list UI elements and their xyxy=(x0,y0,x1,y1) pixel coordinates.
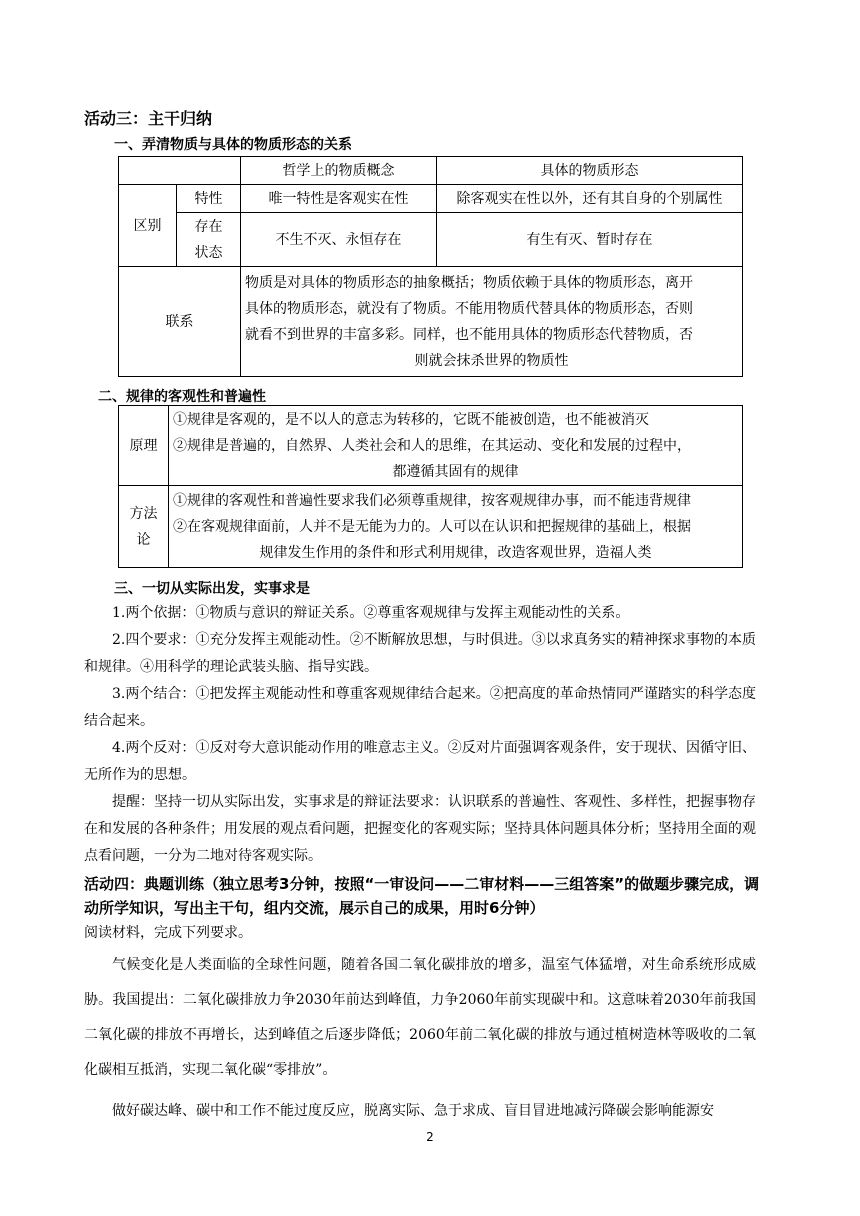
link-text xyxy=(241,267,743,377)
material-para-2: 做好碳达峰、碳中和工作不能过度反应，脱离实际、急于求成、盲目冒进地减污降碳会影响能源安 xyxy=(112,1103,714,1119)
col-philosophy: 哲学上的物质概念 xyxy=(241,157,437,185)
link-line4: 则就会抹杀世界的物质性 xyxy=(414,352,569,369)
matter-relation-table xyxy=(118,156,743,377)
link-line3: 就看不到世界的丰富多彩。同样，也不能用具体的物质形态代替物质，否 xyxy=(245,326,693,343)
activity4-prompt: 阅读材料，完成下列要求。 xyxy=(84,925,252,941)
col-concrete: 具体的物质形态 xyxy=(437,157,743,185)
sub-state-label xyxy=(177,213,241,267)
row-link-label: 联系 xyxy=(119,267,241,377)
material-para-1: 气候变化是人类面临的全球性问题，随着各国二氧化碳排放的增多，温室气体猛增，对生命系统形成威胁。我国提出：二氧化碳排放力争2030年前达到峰值，力争2060年前实现碳中和。这意味着2030年前我国二氧化碳的排放不再增长，达到峰值之后逐步降低；2060年前二氧化碳的排放与通过植树造林等吸收的二氧化碳相互抵消，实现二氧化碳“零排放”。 xyxy=(84,957,756,1078)
row-principle-label: 原理 xyxy=(119,406,169,486)
principle-text xyxy=(169,406,743,486)
method-label-line1: 方法 xyxy=(129,505,158,522)
page-number: 2 xyxy=(426,1130,434,1144)
section3-title: 三、一切从实际出发，实事求是 xyxy=(114,581,310,597)
item-3: 3.两个结合：①把发挥主观能动性和尊重客观规律结合起来。②把高度的革命热情同严谨踏实的科学态度结合起来。 xyxy=(84,686,756,729)
table-header-empty xyxy=(119,157,241,185)
item-1: 1.两个依据：①物质与意识的辩证关系。②尊重客观规律与发挥主观能动性的关系。 xyxy=(112,605,630,621)
activity4-material xyxy=(84,948,756,1129)
method-label-line2: 论 xyxy=(136,531,151,548)
state-concrete: 有生有灭、暂时存在 xyxy=(437,213,743,267)
method-line1: ①规律的客观性和普遍性要求我们必须尊重规律，按客观规律办事，而不能违背规律 xyxy=(173,492,691,509)
method-line3: 规律发生作用的条件和形式利用规律，改造客观世界，造福人类 xyxy=(259,544,652,561)
principle-line3: 都遵循其固有的规律 xyxy=(392,463,519,480)
row-diff-label: 区别 xyxy=(119,185,177,267)
sub-state-line1: 存在 xyxy=(194,218,223,235)
item-2: 2.四个要求：①充分发挥主观能动性。②不断解放思想，与时俱进。③以求真务实的精神探求事物的本质和规律。④用科学的理论武装头脑、指导实践。 xyxy=(84,632,756,675)
state-philosophy: 不生不灭、永恒存在 xyxy=(241,213,437,267)
link-line2: 具体的物质形态，就没有了物质。不能用物质代替具体的物质形态，否则 xyxy=(245,300,693,317)
principle-line2: ②规律是普遍的，自然界、人类社会和人的思维，在其运动、变化和发展的过程中， xyxy=(173,437,691,454)
method-line2: ②在客观规律面前，人并不是无能为力的。人可以在认识和把握规律的基础上，根据 xyxy=(173,518,691,535)
feature-concrete: 除客观实在性以外，还有其自身的个别属性 xyxy=(437,185,743,213)
link-line1: 物质是对具体的物质形态的抽象概括；物质依赖于具体的物质形态，离开 xyxy=(245,274,693,291)
feature-philosophy: 唯一特性是客观实在性 xyxy=(241,185,437,213)
section2-title: 二、规律的客观性和普遍性 xyxy=(98,389,266,405)
activity3-title: 活动三：主干归纳 xyxy=(84,109,213,128)
sub-state-line2: 状态 xyxy=(194,244,223,261)
sub-feature-label: 特性 xyxy=(177,185,241,213)
section1-title: 一、弄清物质与具体的物质形态的关系 xyxy=(114,137,352,153)
law-table xyxy=(118,405,743,568)
item-4: 4.两个反对：①反对夸大意识能动作用的唯意志主义。②反对片面强调客观条件，安于现状、因循守旧、无所作为的思想。 xyxy=(84,740,756,783)
row-method-label xyxy=(119,486,169,568)
section3-body xyxy=(84,600,756,870)
activity4-title: 活动四：典题训练（独立思考3分钟，按照“一审设问——二审材料——三组答案”的做题步骤完成，调动所学知识，写出主干句，组内交流，展示自己的成果，用时6分钟） xyxy=(84,875,760,917)
principle-line1: ①规律是客观的，是不以人的意志为转移的，它既不能被创造，也不能被消灭 xyxy=(173,411,649,428)
tip: 提醒：坚持一切从实际出发，实事求是的辩证法要求：认识联系的普遍性、客观性、多样性，把握事物存在和发展的各种条件；用发展的观点看问题，把握变化的客观实际；坚持具体问题具体分析；坚持用全面的观点看问题，一分为二地对待客观实际。 xyxy=(84,794,756,864)
method-text xyxy=(169,486,743,568)
